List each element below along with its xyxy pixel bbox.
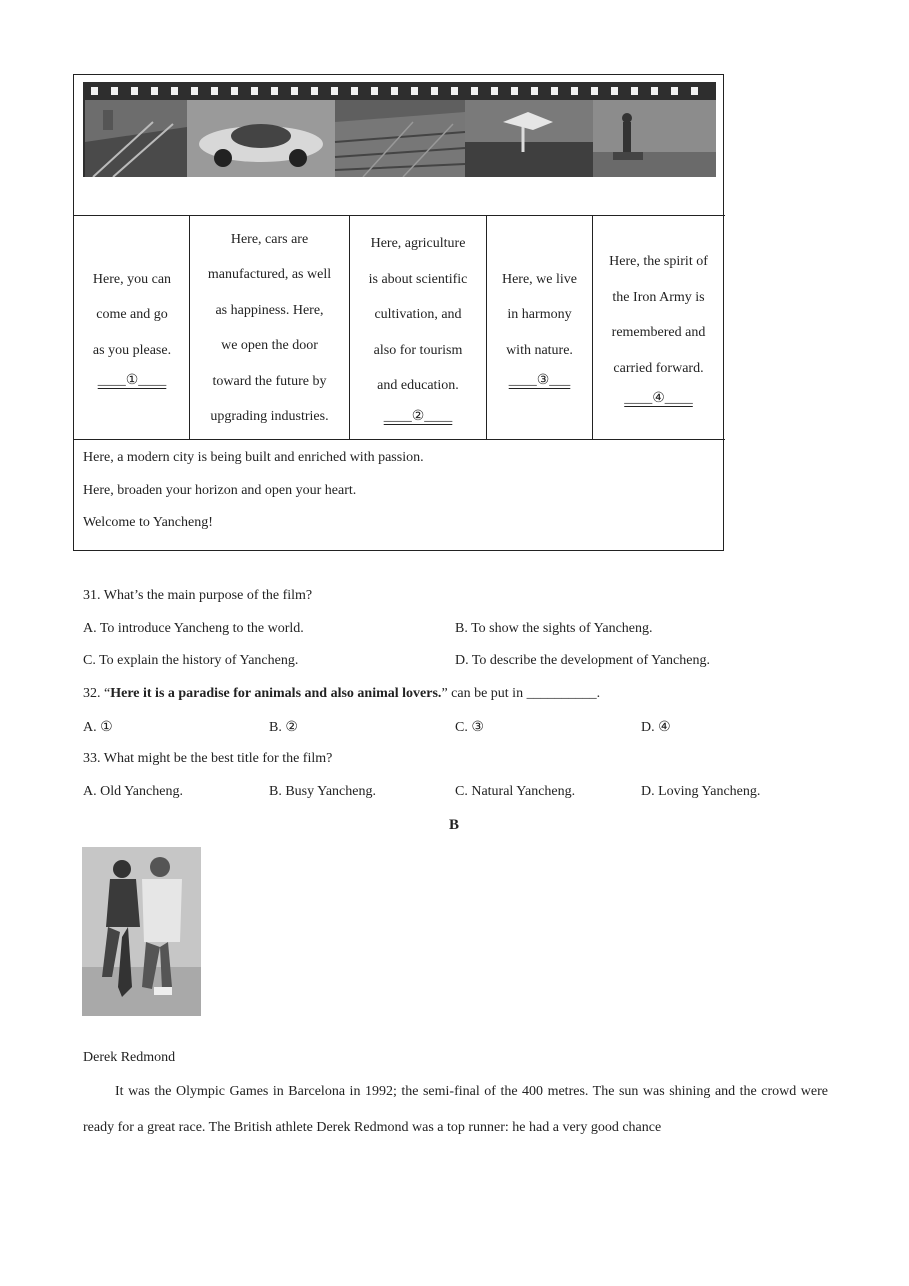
- option-32-c: C. ③: [455, 720, 484, 735]
- blank-2: ____②____: [383, 408, 453, 424]
- cell-line: also for tourism: [373, 342, 463, 358]
- cell-line: we open the door: [221, 338, 318, 353]
- table-cell-4: [488, 222, 591, 434]
- cell-line: carried forward.: [613, 360, 704, 376]
- cell-line: in harmony: [507, 307, 572, 323]
- option-31-d: D. To describe the development of Yancheng.: [455, 653, 710, 668]
- cell-line: Here, we live: [501, 271, 578, 287]
- option-31-b: B. To show the sights of Yancheng.: [455, 621, 653, 636]
- option-33-a: A. Old Yancheng.: [83, 784, 183, 799]
- runner-photo: [82, 847, 201, 1016]
- cell-line: Here, the spirit of: [609, 254, 708, 269]
- option-33-d: D. Loving Yancheng.: [641, 784, 761, 799]
- cell-line: upgrading industries.: [210, 409, 329, 424]
- cell-line: manufactured, as well: [207, 267, 332, 282]
- table-divider: [189, 216, 190, 440]
- section-heading: B: [449, 817, 460, 833]
- option-32-b: B. ②: [269, 720, 298, 735]
- cell-line: as you please.: [92, 342, 172, 358]
- table-footer-line: Welcome to Yancheng!: [83, 515, 213, 530]
- cell-line: Here, you can: [92, 271, 172, 287]
- cell-line: come and go: [96, 307, 168, 323]
- option-31-c: C. To explain the history of Yancheng.: [83, 653, 299, 668]
- cell-line: is about scientific: [368, 271, 468, 287]
- option-33-c: C. Natural Yancheng.: [455, 784, 576, 799]
- option-32-a: A. ①: [83, 720, 113, 735]
- cell-line: with nature.: [506, 342, 573, 358]
- table-divider: [486, 216, 487, 440]
- photo-caption: Derek Redmond: [83, 1050, 176, 1065]
- stem-prefix: 32. “: [83, 686, 111, 701]
- table-divider: [73, 439, 725, 440]
- cell-line: toward the future by: [212, 373, 327, 389]
- option-31-a: A. To introduce Yancheng to the world.: [83, 621, 304, 636]
- table-footer-line: Here, a modern city is being built and enriched with passion.: [83, 450, 424, 465]
- cell-line: Here, cars are: [230, 231, 309, 247]
- table-cell-2: [191, 222, 348, 434]
- stem-bold: Here it is a paradise for animals and also animal lovers.: [110, 686, 442, 701]
- table-cell-3: [351, 222, 485, 434]
- question-33-stem: 33. What might be the best title for the film?: [83, 751, 333, 766]
- table-cell-5: [594, 222, 723, 434]
- table-divider: [73, 215, 725, 216]
- table-cell-1: [76, 222, 188, 434]
- blank-1: ____①____: [97, 373, 167, 389]
- question-32-stem: [83, 686, 600, 702]
- cell-line: and education.: [377, 378, 459, 394]
- cell-line: the Iron Army is: [612, 289, 705, 305]
- cell-line: cultivation, and: [374, 307, 462, 323]
- table-divider: [349, 216, 350, 440]
- option-32-d: D. ④: [641, 720, 671, 735]
- question-31-stem: 31. What’s the main purpose of the film?: [83, 588, 313, 603]
- option-33-b: B. Busy Yancheng.: [269, 784, 376, 799]
- blank-4: ____④____: [624, 391, 693, 406]
- cell-line: Here, agriculture: [370, 236, 466, 252]
- stem-suffix: ” can be put in __________.: [441, 686, 601, 701]
- table-divider: [592, 216, 593, 440]
- table-footer-line: Here, broaden your horizon and open your heart.: [83, 483, 357, 498]
- story-paragraph: It was the Olympic Games in Barcelona in 1992; the semi-final of the 400 metres. The sun was shining and the crowd were ready for a great race. The British athlete Derek Redmond was a top runner: he had a very good chance: [83, 1084, 828, 1135]
- cell-line: remembered and: [611, 325, 706, 340]
- cell-line: as happiness. Here,: [215, 302, 324, 318]
- film-strip-image: [83, 82, 716, 177]
- blank-3: ____③___: [508, 373, 571, 389]
